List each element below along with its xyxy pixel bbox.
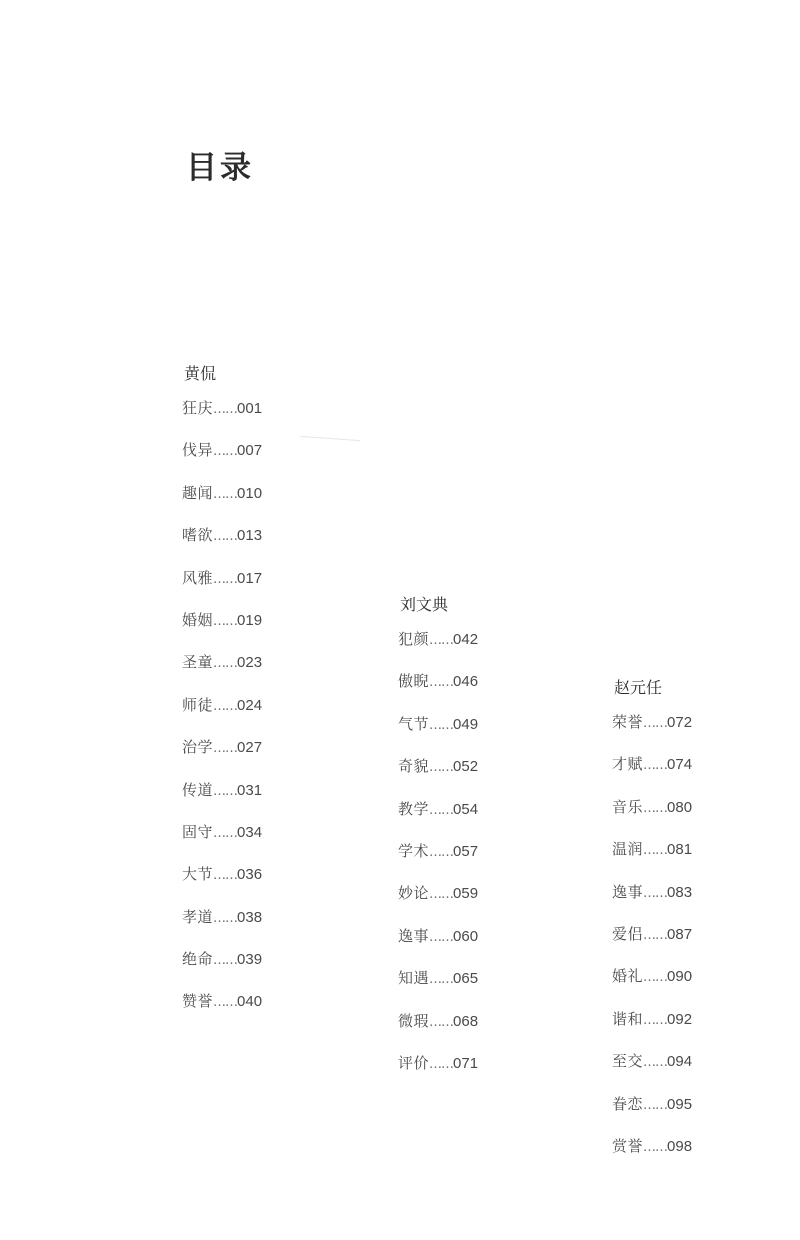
dot-leader: …… bbox=[213, 910, 238, 926]
entry-title: 圣童 bbox=[182, 653, 214, 672]
entry-title: 婚礼 bbox=[612, 967, 644, 986]
entry-title: 传道 bbox=[182, 780, 214, 799]
toc-entry[interactable] bbox=[612, 795, 692, 837]
entry-title: 学术 bbox=[398, 841, 430, 860]
page-number: 059 bbox=[453, 885, 479, 903]
page-number: 038 bbox=[237, 908, 263, 926]
page-number: 040 bbox=[237, 993, 263, 1011]
toc-entry[interactable] bbox=[612, 837, 692, 879]
toc-entry[interactable] bbox=[182, 820, 262, 862]
dot-leader: …… bbox=[429, 1056, 454, 1072]
dot-leader: …… bbox=[213, 783, 238, 799]
toc-entry[interactable] bbox=[612, 710, 692, 752]
toc-entry[interactable] bbox=[612, 880, 692, 922]
entry-title: 犯颜 bbox=[398, 630, 430, 648]
toc-entry[interactable] bbox=[398, 754, 478, 796]
toc-entry[interactable] bbox=[182, 650, 262, 692]
toc-entry[interactable] bbox=[612, 922, 692, 964]
entry-title: 眷恋 bbox=[612, 1094, 644, 1113]
dot-leader: …… bbox=[643, 758, 668, 774]
entry-title: 嗜欲 bbox=[182, 526, 214, 545]
entry-title: 妙论 bbox=[398, 884, 430, 903]
page-number: 031 bbox=[237, 781, 263, 799]
entry-title: 绝命 bbox=[182, 950, 214, 969]
toc-entry[interactable] bbox=[398, 1051, 478, 1093]
toc-section-liu-wendian bbox=[398, 593, 478, 1093]
dot-leader: …… bbox=[213, 402, 238, 417]
entry-title: 奇貌 bbox=[398, 757, 430, 776]
toc-entry[interactable] bbox=[398, 797, 478, 839]
entry-title: 孝道 bbox=[182, 907, 214, 926]
entry-title: 大节 bbox=[182, 865, 214, 884]
page-number: 007 bbox=[237, 442, 263, 460]
entry-title: 爱侣 bbox=[612, 924, 644, 943]
page-number: 010 bbox=[237, 484, 263, 502]
entry-list bbox=[182, 396, 262, 1032]
dot-leader: …… bbox=[213, 868, 238, 884]
toc-entry[interactable] bbox=[182, 693, 262, 735]
entry-title: 逸事 bbox=[612, 882, 644, 901]
toc-entry[interactable] bbox=[398, 669, 478, 711]
page-number: 046 bbox=[453, 673, 479, 691]
dot-leader: …… bbox=[429, 929, 454, 945]
entry-title: 赏誉 bbox=[612, 1136, 644, 1155]
entry-title: 音乐 bbox=[612, 797, 644, 816]
page-number: 054 bbox=[453, 800, 479, 818]
page-number: 074 bbox=[667, 756, 693, 774]
toc-entry[interactable] bbox=[398, 839, 478, 881]
page-number: 090 bbox=[667, 968, 693, 986]
entry-title: 固守 bbox=[182, 822, 214, 841]
page-number: 092 bbox=[667, 1010, 693, 1028]
dot-leader: …… bbox=[213, 825, 238, 841]
entry-title: 荣誉 bbox=[612, 713, 644, 731]
toc-entry[interactable] bbox=[182, 566, 262, 608]
dot-leader: …… bbox=[213, 444, 238, 460]
section-heading: 赵元任 bbox=[614, 678, 663, 697]
page-number: 042 bbox=[453, 631, 479, 648]
toc-entry[interactable] bbox=[398, 924, 478, 966]
entry-title: 傲睨 bbox=[398, 672, 430, 691]
page-number: 060 bbox=[453, 927, 479, 945]
page-number: 094 bbox=[667, 1053, 693, 1071]
entry-title: 伐异 bbox=[182, 441, 214, 460]
toc-entry[interactable] bbox=[612, 1049, 692, 1091]
dot-leader: …… bbox=[429, 844, 454, 860]
page-number: 052 bbox=[453, 758, 479, 776]
toc-entry[interactable] bbox=[398, 966, 478, 1008]
page-number: 039 bbox=[237, 951, 263, 969]
dot-leader: …… bbox=[429, 1014, 454, 1030]
dot-leader: …… bbox=[429, 675, 454, 691]
dot-leader: …… bbox=[643, 970, 668, 986]
entry-title: 趣闻 bbox=[182, 483, 214, 502]
section-heading: 刘文典 bbox=[400, 595, 449, 614]
entry-title: 婚姻 bbox=[182, 610, 214, 629]
entry-title: 狂庆 bbox=[182, 399, 214, 417]
page-number: 024 bbox=[237, 696, 263, 714]
dot-leader: …… bbox=[213, 571, 238, 587]
toc-entry[interactable] bbox=[182, 778, 262, 820]
toc-entry[interactable] bbox=[398, 712, 478, 754]
dot-leader: …… bbox=[643, 885, 668, 901]
page-number: 017 bbox=[237, 569, 263, 587]
dot-leader: …… bbox=[429, 760, 454, 776]
dot-leader: …… bbox=[643, 1055, 668, 1071]
page-number: 095 bbox=[667, 1095, 693, 1113]
toc-entry[interactable] bbox=[182, 523, 262, 565]
page-title: 目录 bbox=[186, 150, 254, 186]
entry-title: 逸事 bbox=[398, 926, 430, 945]
toc-section-zhao-yuanren bbox=[612, 676, 692, 1176]
page-number: 098 bbox=[667, 1137, 693, 1155]
page-number: 027 bbox=[237, 739, 263, 757]
toc-entry[interactable] bbox=[398, 627, 478, 669]
page-number: 080 bbox=[667, 798, 693, 816]
toc-entry[interactable] bbox=[182, 905, 262, 947]
entry-title: 治学 bbox=[182, 738, 214, 757]
page-number: 068 bbox=[453, 1012, 479, 1030]
toc-entry[interactable] bbox=[182, 735, 262, 777]
toc-entry[interactable] bbox=[182, 862, 262, 904]
dot-leader: …… bbox=[213, 995, 238, 1011]
toc-entry[interactable] bbox=[182, 947, 262, 989]
dot-leader: …… bbox=[643, 1097, 668, 1113]
entry-title: 师徒 bbox=[182, 695, 214, 714]
dot-leader: …… bbox=[213, 698, 238, 714]
dot-leader: …… bbox=[643, 1139, 668, 1155]
toc-entry[interactable] bbox=[398, 1009, 478, 1051]
page-number: 087 bbox=[667, 925, 693, 943]
page-number: 081 bbox=[667, 841, 693, 859]
page-number: 065 bbox=[453, 970, 479, 988]
dot-leader: …… bbox=[213, 613, 238, 629]
dot-leader: …… bbox=[429, 972, 454, 988]
dot-leader: …… bbox=[643, 1012, 668, 1028]
dot-leader: …… bbox=[213, 953, 238, 969]
scan-mark bbox=[300, 436, 360, 441]
entry-title: 谐和 bbox=[612, 1009, 644, 1028]
page-number: 072 bbox=[667, 714, 693, 731]
dot-leader: …… bbox=[213, 656, 238, 672]
entry-title: 气节 bbox=[398, 714, 430, 733]
toc-entry[interactable] bbox=[182, 396, 262, 438]
page-number: 019 bbox=[237, 611, 263, 629]
entry-list bbox=[612, 710, 692, 1176]
toc-entry[interactable] bbox=[182, 481, 262, 523]
toc-entry[interactable] bbox=[182, 989, 262, 1031]
section-heading: 黄侃 bbox=[184, 364, 217, 383]
entry-title: 评价 bbox=[398, 1053, 430, 1072]
toc-entry[interactable] bbox=[612, 1092, 692, 1134]
dot-leader: …… bbox=[213, 741, 238, 757]
page-number: 023 bbox=[237, 654, 263, 672]
toc-entry[interactable] bbox=[182, 438, 262, 480]
entry-title: 知遇 bbox=[398, 969, 430, 988]
dot-leader: …… bbox=[213, 486, 238, 502]
page-number: 071 bbox=[453, 1054, 479, 1072]
entry-title: 教学 bbox=[398, 799, 430, 818]
page-number: 036 bbox=[237, 866, 263, 884]
dot-leader: …… bbox=[643, 716, 668, 731]
toc-entry[interactable] bbox=[612, 752, 692, 794]
dot-leader: …… bbox=[643, 927, 668, 943]
page-number: 057 bbox=[453, 842, 479, 860]
dot-leader: …… bbox=[429, 633, 454, 648]
toc-entry[interactable] bbox=[612, 964, 692, 1006]
toc-entry[interactable] bbox=[612, 1134, 692, 1176]
page-number: 049 bbox=[453, 715, 479, 733]
entry-title: 温润 bbox=[612, 840, 644, 859]
dot-leader: …… bbox=[429, 802, 454, 818]
toc-section-huang-kan bbox=[182, 362, 262, 1032]
entry-title: 风雅 bbox=[182, 568, 214, 587]
dot-leader: …… bbox=[213, 529, 238, 545]
toc-entry[interactable] bbox=[182, 608, 262, 650]
entry-title: 至交 bbox=[612, 1052, 644, 1071]
entry-list bbox=[398, 627, 478, 1093]
page-number: 083 bbox=[667, 883, 693, 901]
entry-title: 微瑕 bbox=[398, 1011, 430, 1030]
page-number: 034 bbox=[237, 823, 263, 841]
entry-title: 赞誉 bbox=[182, 992, 214, 1011]
page-number: 013 bbox=[237, 527, 263, 545]
dot-leader: …… bbox=[643, 800, 668, 816]
toc-entry[interactable] bbox=[398, 881, 478, 923]
toc-entry[interactable] bbox=[612, 1007, 692, 1049]
dot-leader: …… bbox=[429, 887, 454, 903]
dot-leader: …… bbox=[429, 717, 454, 733]
dot-leader: …… bbox=[643, 843, 668, 859]
page-number: 001 bbox=[237, 400, 263, 417]
entry-title: 才赋 bbox=[612, 755, 644, 774]
